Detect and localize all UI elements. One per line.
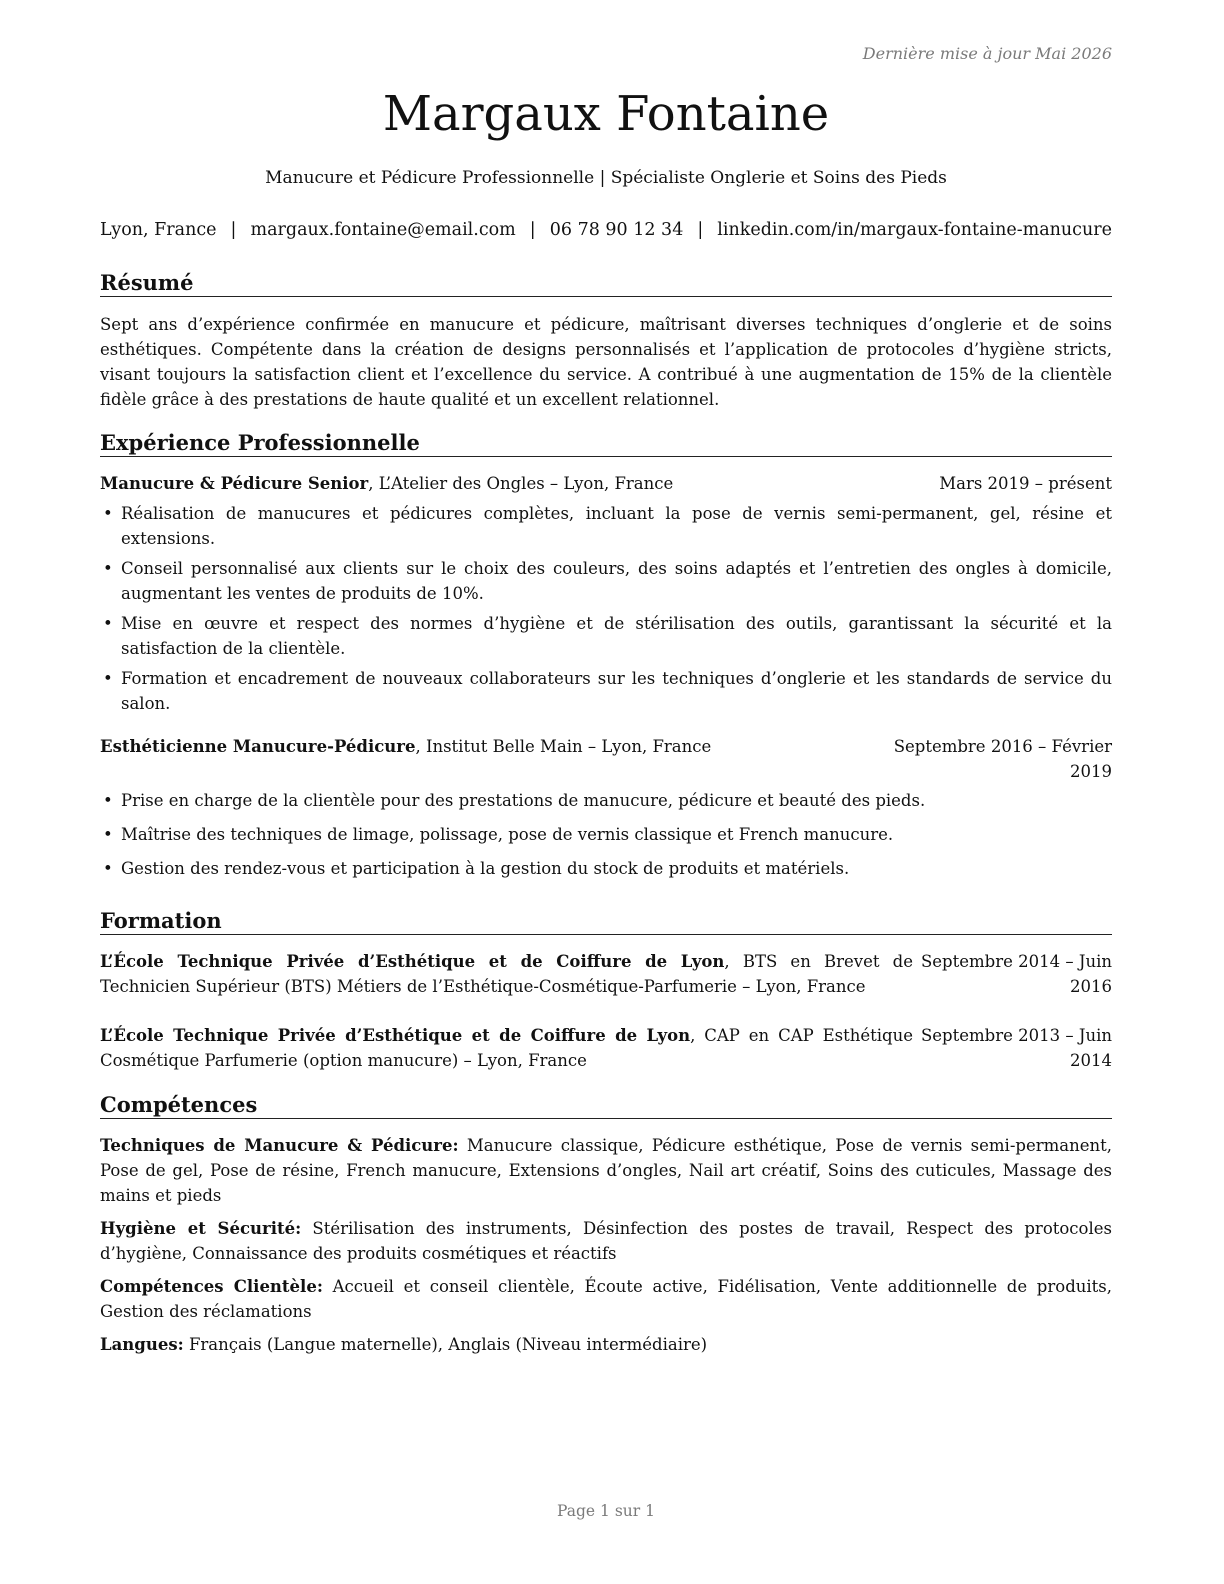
bullet-item: • Mise en œuvre et respect des normes d’hygiène et de stérilisation des outils, garantissant la sécurité et la satisfaction de la clientèle. — [100, 611, 1112, 661]
bullet-item: • Formation et encadrement de nouveaux collaborateurs sur les techniques d’onglerie et les standards de service du salon. — [100, 666, 1112, 716]
skill-label: Compétences Clientèle: — [100, 1277, 323, 1296]
bullet-item: • Maîtrise des techniques de limage, polissage, pose de vernis classique et French manucure. — [100, 822, 1112, 847]
contact-line — [100, 220, 1112, 240]
degree-text: , CAP en CAP Esthétique Cosmétique Parfumerie (option manucure) – Lyon, France — [100, 1026, 913, 1070]
job-dates: Septembre 2016 – Février 2019 — [893, 737, 1112, 781]
bullet-icon: • — [103, 791, 113, 810]
contact-location: Lyon, France — [100, 220, 217, 240]
bullet-icon: • — [103, 669, 113, 688]
education-entry — [100, 1023, 1112, 1073]
education-entry — [100, 949, 1112, 999]
candidate-subtitle: Manucure et Pédicure Professionnelle | Spécialiste Onglerie et Soins des Pieds — [265, 168, 947, 188]
degree-text: , BTS en Brevet de Technicien Supérieur (BTS) Métiers de l’Esthétique-Cosmétique-Parfumerie – Lyon, France — [100, 952, 913, 996]
skill-group — [100, 1133, 1112, 1208]
bullet-icon: • — [103, 559, 113, 578]
skills-section — [100, 1092, 1112, 1357]
skill-group — [100, 1216, 1112, 1266]
summary-text: Sept ans d’expérience confirmée en manucure et pédicure, maîtrisant diverses techniques d’onglerie et de soins esthétiques. Compétente dans la création de designs personnalisés et l’application de protocoles d’hygiène stricts, visant toujours la satisfaction client et l’excellence du service. A contribué à une augmentation de 15% de la clientèle fidèle grâce à des prestations de haute qualité et un excellent relationnel. — [100, 315, 1112, 409]
job-header — [100, 471, 1112, 496]
job-role: Esthéticienne Manucure-Pédicure — [100, 737, 416, 756]
skill-text: Manucure classique, Pédicure esthétique, Pose de vernis semi-permanent, Pose de gel, Pose de résine, French manucure, Extensions d’ongles, Nail art créatif, Soins des cuticules, Massage des mains et pieds — [100, 1136, 1112, 1205]
experience-section — [100, 430, 1112, 881]
job-header — [100, 734, 1112, 784]
skills-title: Compétences — [100, 1092, 1112, 1119]
skill-group — [100, 1274, 1112, 1324]
school-name: L’École Technique Privée d’Esthétique et de Coiffure de Lyon — [100, 952, 725, 971]
bullet-icon: • — [103, 504, 113, 523]
bullet-item: • Conseil personnalisé aux clients sur le choix des couleurs, des soins adaptés et l’entretien des ongles à domicile, augmentant les ventes de produits de 10%. — [100, 556, 1112, 606]
bullet-icon: • — [103, 614, 113, 633]
summary-title: Résumé — [100, 270, 1112, 297]
job-employer: , Institut Belle Main – Lyon, France — [415, 737, 712, 756]
bullet-icon: • — [103, 859, 113, 878]
education-dates: Septembre 2013 – Juin 2014 — [920, 1026, 1112, 1070]
contact-separator: | — [697, 220, 704, 240]
contact-linkedin[interactable]: linkedin.com/in/margaux-fontaine-manucure — [717, 220, 1112, 240]
contact-separator: | — [529, 220, 536, 240]
contact-phone[interactable]: 06 78 90 12 34 — [549, 220, 684, 240]
skill-text: Stérilisation des instruments, Désinfection des postes de travail, Respect des protocoles d’hygiène, Connaissance des produits cosmétiques et réactifs — [100, 1219, 1112, 1263]
job-bullets — [100, 501, 1112, 716]
job-employer: , L’Atelier des Ongles – Lyon, France — [368, 474, 674, 493]
summary-section — [100, 270, 1112, 412]
job-entry — [100, 734, 1112, 881]
skill-text: Français (Langue maternelle), Anglais (Niveau intermédiaire) — [183, 1335, 708, 1354]
skill-label: Hygiène et Sécurité: — [100, 1219, 302, 1238]
contact-separator: | — [230, 220, 237, 240]
school-name: L’École Technique Privée d’Esthétique et de Coiffure de Lyon — [100, 1026, 691, 1045]
skill-label: Techniques de Manucure & Pédicure: — [100, 1136, 459, 1155]
skill-group — [100, 1332, 1112, 1357]
skill-text: Accueil et conseil clientèle, Écoute active, Fidélisation, Vente additionnelle de produits, Gestion des réclamations — [100, 1277, 1113, 1321]
candidate-name: Margaux Fontaine — [382, 86, 830, 142]
job-entry — [100, 471, 1112, 716]
page-number: Page 1 sur 1 — [557, 1502, 655, 1520]
bullet-icon: • — [103, 825, 113, 844]
bullet-item: • Réalisation de manucures et pédicures complètes, incluant la pose de vernis semi-permanent, gel, résine et extensions. — [100, 501, 1112, 551]
education-dates: Septembre 2014 – Juin 2016 — [920, 952, 1112, 996]
job-role: Manucure & Pédicure Senior — [100, 474, 369, 493]
education-title: Formation — [100, 908, 1112, 935]
job-dates: Mars 2019 – présent — [939, 474, 1112, 493]
resume-page — [100, 0, 1112, 1584]
last-updated: Dernière mise à jour Mai 2026 — [862, 44, 1112, 63]
experience-title: Expérience Professionnelle — [100, 430, 1112, 457]
skill-label: Langues: — [100, 1335, 184, 1354]
education-section — [100, 908, 1112, 1073]
job-bullets — [100, 788, 1112, 881]
bullet-item: • Prise en charge de la clientèle pour des prestations de manucure, pédicure et beauté des pieds. — [100, 788, 1112, 813]
bullet-item: • Gestion des rendez-vous et participation à la gestion du stock de produits et matériels. — [100, 856, 1112, 881]
contact-email[interactable]: margaux.fontaine@email.com — [250, 220, 516, 240]
